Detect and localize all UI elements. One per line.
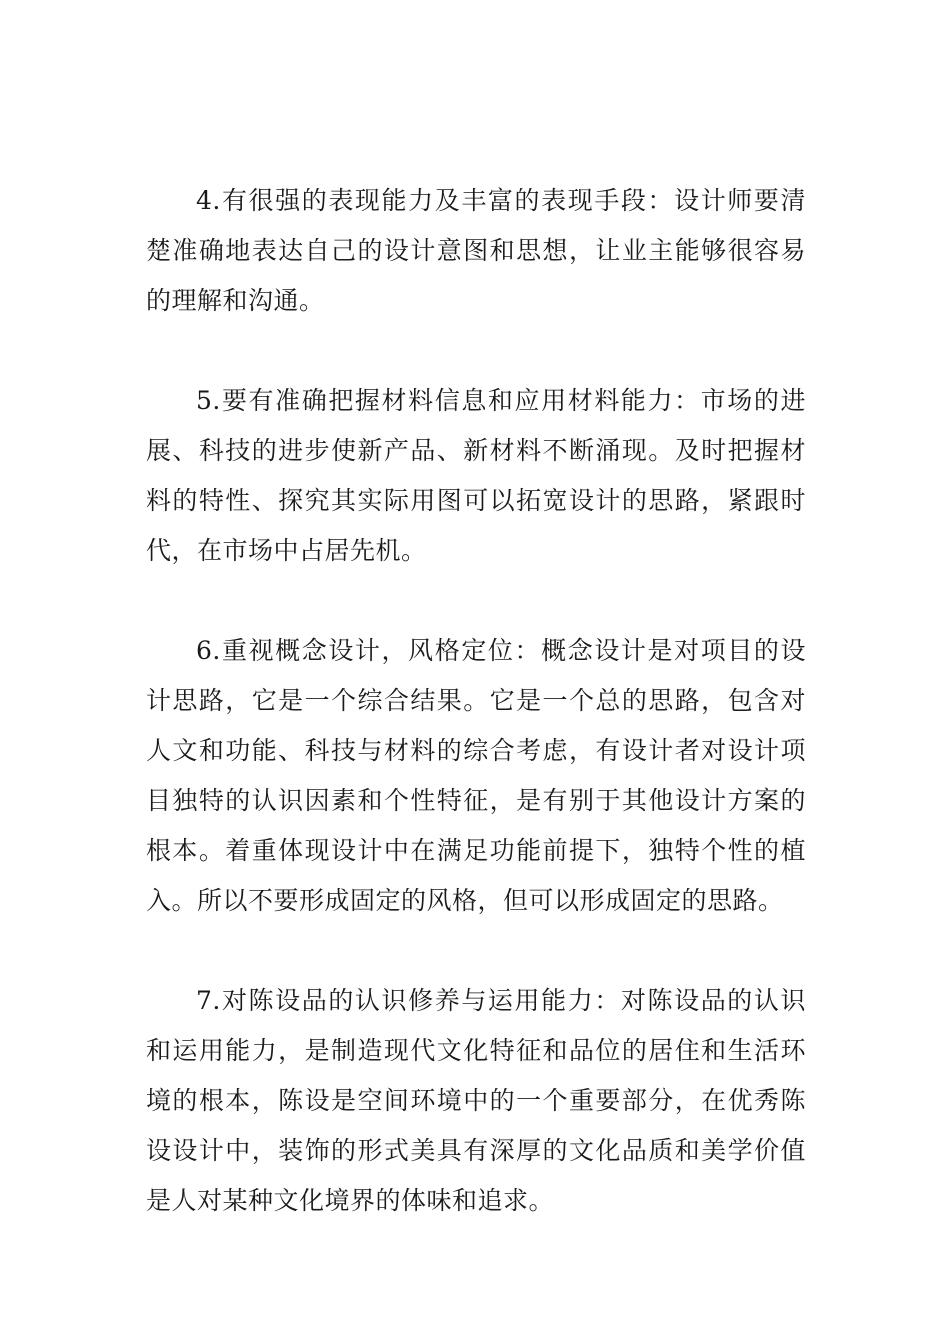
paragraph-5: 5.要有准确把握材料信息和应用材料能力：市场的进展、科技的进步使新产品、新材料不断涌现。及时把握材料的特性、探究其实际用图可以拓宽设计的思路，紧跟时代，在市场中占居先机。 xyxy=(146,386,806,565)
paragraph-6: 6.重视概念设计，风格定位：概念设计是对项目的设计思路，它是一个综合结果。它是一个总的思路，包含对人文和功能、科技与材料的综合考虑，有设计者对设计项目独特的认识因素和个性特征，是有别于其他设计方案的根本。着重体现设计中在满足功能前提下，独特个性的植入。所以不要形成固定的风格，但可以形成固定的思路。 xyxy=(146,636,806,915)
paragraph-7: 7.对陈设品的认识修养与运用能力：对陈设品的认识和运用能力，是制造现代文化特征和品位的居住和生活环境的根本，陈设是空间环境中的一个重要部分，在优秀陈设设计中，装饰的形式美具有深厚的文化品质和美学价值是人对某种文化境界的体味和追求。 xyxy=(146,986,806,1215)
document-page xyxy=(146,176,806,1226)
paragraph-4: 4.有很强的表现能力及丰富的表现手段：设计师要清楚准确地表达自己的设计意图和思想，让业主能够很容易的理解和沟通。 xyxy=(146,186,806,315)
